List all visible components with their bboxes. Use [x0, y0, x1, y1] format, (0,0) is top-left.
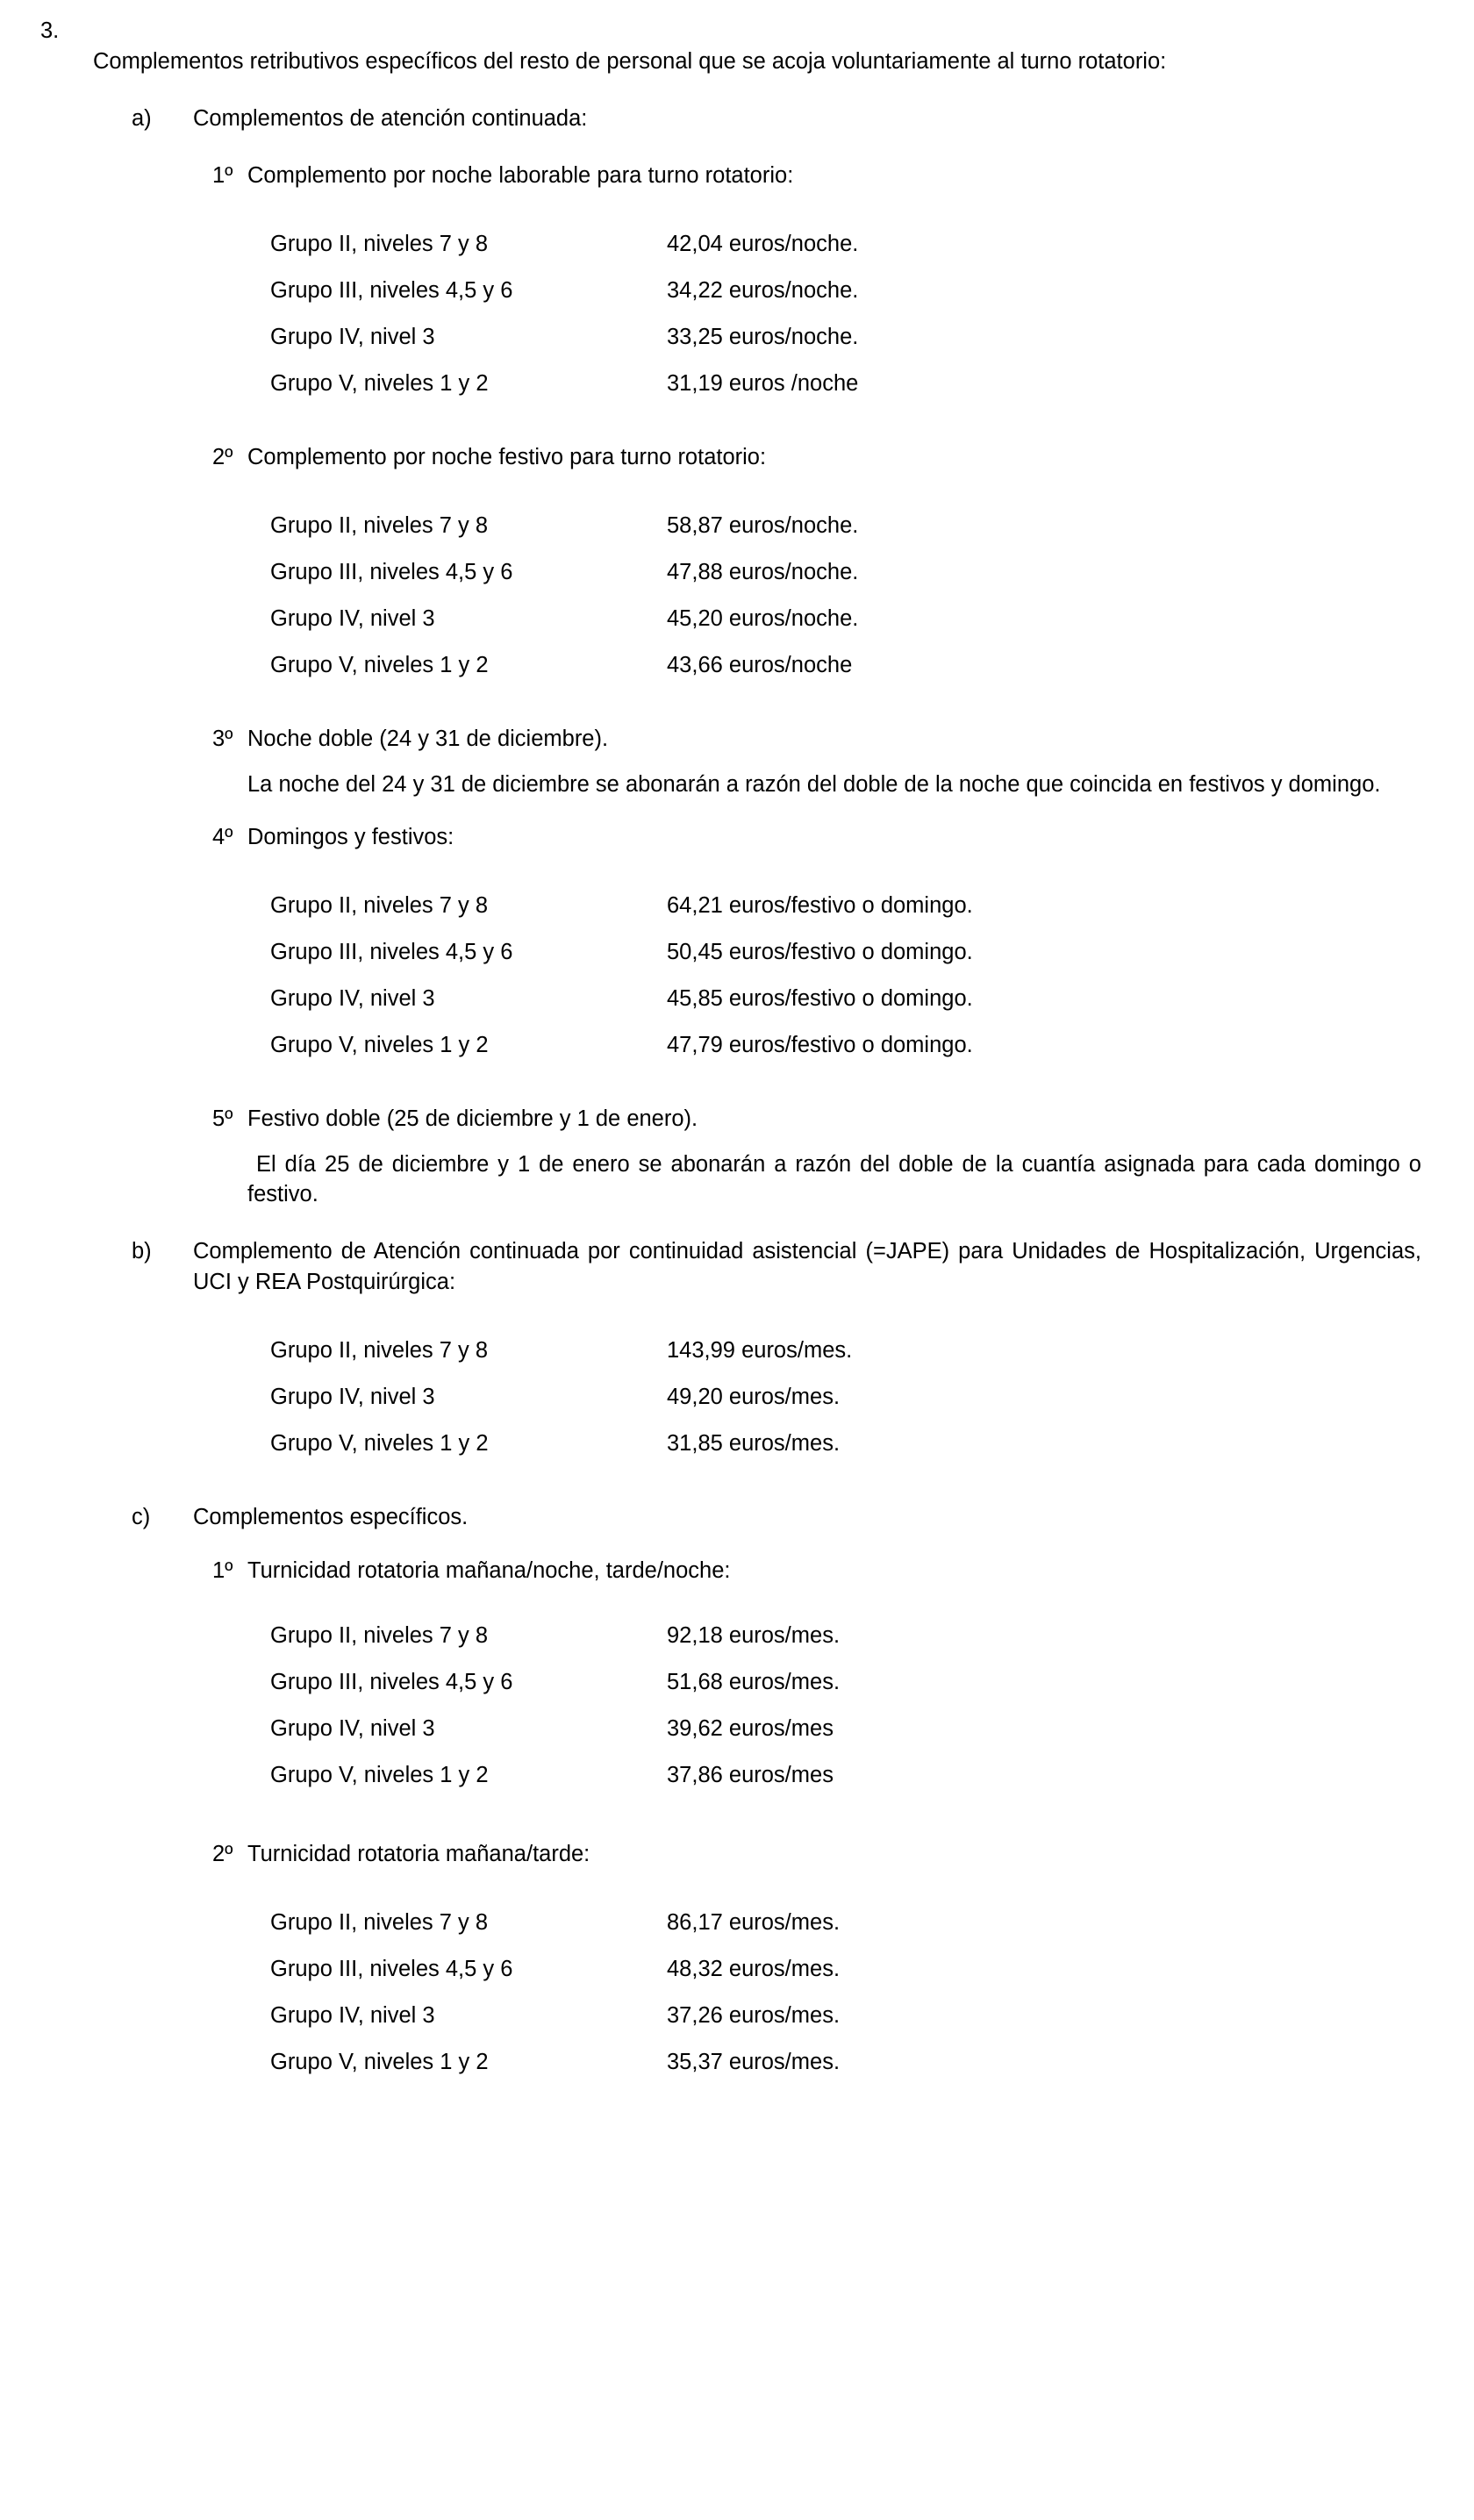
row-label: Grupo II, niveles 7 y 8 — [270, 1909, 489, 1935]
table-row — [270, 361, 858, 407]
item-a-3-marker: 3º — [212, 726, 233, 751]
row-value: 86,17 euros/mes. — [667, 1909, 841, 1935]
table-row — [270, 1328, 852, 1374]
table-row — [270, 1374, 852, 1421]
table-row — [270, 976, 973, 1022]
item-a-4-marker: 4º — [212, 825, 233, 850]
item-a-3-title: Noche doble (24 y 31 de diciembre). — [247, 726, 609, 751]
row-label: Grupo II, niveles 7 y 8 — [270, 512, 489, 538]
row-label: Grupo IV, nivel 3 — [270, 324, 435, 349]
item-c-marker: c) — [132, 1504, 151, 1529]
row-label: Grupo III, niveles 4,5 y 6 — [270, 1956, 513, 1981]
item-c — [132, 1502, 1421, 1533]
item-c-1 — [212, 1556, 1421, 1586]
row-label: Grupo IV, nivel 3 — [270, 1384, 435, 1409]
item-a-2 — [212, 442, 1421, 473]
row-value: 48,32 euros/mes. — [667, 1956, 841, 1981]
row-value: 50,45 euros/festivo o domingo. — [667, 940, 973, 965]
table-row — [270, 1900, 840, 1946]
table-a-4 — [270, 883, 973, 1069]
table-row — [270, 1706, 840, 1752]
table-row — [270, 503, 858, 549]
row-label: Grupo IV, nivel 3 — [270, 605, 435, 631]
row-value: 42,04 euros/noche. — [667, 231, 859, 256]
row-label: Grupo IV, nivel 3 — [270, 2002, 435, 2028]
row-label: Grupo IV, nivel 3 — [270, 986, 435, 1012]
item-a-5-title: Festivo doble (25 de diciembre y 1 de enero). — [247, 1106, 698, 1132]
table-b — [270, 1328, 852, 1467]
row-label: Grupo III, niveles 4,5 y 6 — [270, 1669, 513, 1694]
table-a-1 — [270, 221, 858, 407]
table-row — [270, 314, 858, 361]
item-c-2 — [212, 1839, 1421, 1870]
item-c-2-marker: 2º — [212, 1841, 233, 1866]
table-row — [270, 221, 858, 268]
table-a-2 — [270, 503, 858, 689]
item-a-1 — [212, 161, 1421, 191]
item-c-2-title: Turnicidad rotatoria mañana/tarde: — [247, 1841, 590, 1866]
table-row — [270, 1993, 840, 2039]
row-value: 64,21 euros/festivo o domingo. — [667, 893, 973, 919]
item-b-title: Complemento de Atención continuada por continuidad asistencial (=JAPE) para Unidades de Hospitalización, Urgencias, UCI y REA Postquirúrgica: — [193, 1239, 1421, 1295]
row-value: 34,22 euros/noche. — [667, 277, 859, 303]
table-row — [270, 1421, 852, 1467]
section-3-body: Complementos retributivos específicos del resto de personal que se acoja voluntariamente al turno rotatorio: — [93, 48, 1167, 74]
row-value: 43,66 euros/noche — [667, 652, 853, 677]
item-a-3 — [212, 724, 1421, 755]
row-value: 37,26 euros/mes. — [667, 2002, 841, 2028]
row-value: 58,87 euros/noche. — [667, 512, 859, 538]
row-label: Grupo IV, nivel 3 — [270, 1715, 435, 1741]
table-row — [270, 642, 858, 689]
table-row — [270, 1659, 840, 1706]
table-row — [270, 1022, 973, 1069]
table-row — [270, 596, 858, 642]
row-value: 31,19 euros /noche — [667, 370, 859, 396]
item-c-1-title: Turnicidad rotatoria mañana/noche, tarde/noche: — [247, 1557, 731, 1583]
table-row — [270, 929, 973, 976]
item-c-title: Complementos específicos. — [193, 1504, 469, 1529]
row-label: Grupo V, niveles 1 y 2 — [270, 370, 489, 396]
row-value: 45,85 euros/festivo o domingo. — [667, 986, 973, 1012]
row-value: 143,99 euros/mes. — [667, 1337, 853, 1363]
table-row — [270, 549, 858, 596]
table-c-1 — [270, 1613, 840, 1799]
table-row — [270, 2039, 840, 2086]
row-label: Grupo V, niveles 1 y 2 — [270, 2049, 489, 2074]
item-c-1-marker: 1º — [212, 1557, 233, 1583]
row-label: Grupo II, niveles 7 y 8 — [270, 1622, 489, 1648]
row-value: 45,20 euros/noche. — [667, 605, 859, 631]
row-value: 33,25 euros/noche. — [667, 324, 859, 349]
table-row — [270, 883, 973, 929]
row-value: 47,88 euros/noche. — [667, 559, 859, 584]
row-label: Grupo V, niveles 1 y 2 — [270, 1762, 489, 1787]
row-label: Grupo III, niveles 4,5 y 6 — [270, 559, 513, 584]
item-a-2-title: Complemento por noche festivo para turno rotatorio: — [247, 444, 767, 469]
row-label: Grupo II, niveles 7 y 8 — [270, 1337, 489, 1363]
row-value: 49,20 euros/mes. — [667, 1384, 841, 1409]
item-a-1-title: Complemento por noche laborable para turno rotatorio: — [247, 162, 794, 188]
item-a-5 — [212, 1104, 1421, 1135]
row-value: 37,86 euros/mes — [667, 1762, 834, 1787]
item-a-2-marker: 2º — [212, 444, 233, 469]
section-3-marker: 3. — [40, 18, 60, 43]
row-label: Grupo V, niveles 1 y 2 — [270, 652, 489, 677]
item-a-title: Complementos de atención continuada: — [193, 105, 588, 131]
row-value: 92,18 euros/mes. — [667, 1622, 841, 1648]
item-a-5-marker: 5º — [212, 1106, 233, 1132]
row-value: 39,62 euros/mes — [667, 1715, 834, 1741]
row-value: 31,85 euros/mes. — [667, 1430, 841, 1456]
row-label: Grupo III, niveles 4,5 y 6 — [270, 277, 513, 303]
item-a-4 — [212, 822, 1421, 853]
row-value: 47,79 euros/festivo o domingo. — [667, 1033, 973, 1058]
item-a-5-paragraph: El día 25 de diciembre y 1 de enero se abonarán a razón del doble de la cuantía asignada para cada domingo o festivo. — [247, 1152, 1421, 1207]
section-3 — [40, 16, 1421, 77]
item-a-1-marker: 1º — [212, 162, 233, 188]
table-row — [270, 1613, 840, 1659]
table-row — [270, 1752, 840, 1799]
row-label: Grupo II, niveles 7 y 8 — [270, 893, 489, 919]
section-3-text — [93, 16, 1421, 77]
row-label: Grupo II, niveles 7 y 8 — [270, 231, 489, 256]
table-row — [270, 1946, 840, 1993]
item-a-marker: a) — [132, 105, 152, 131]
item-b-marker: b) — [132, 1239, 152, 1264]
item-a — [132, 104, 1421, 134]
row-value: 35,37 euros/mes. — [667, 2049, 841, 2074]
row-label: Grupo V, niveles 1 y 2 — [270, 1033, 489, 1058]
item-a-3-paragraph: La noche del 24 y 31 de diciembre se abonarán a razón del doble de la noche que coincida en festivos y domingo. — [247, 771, 1381, 797]
item-a-4-title: Domingos y festivos: — [247, 825, 454, 850]
table-c-2 — [270, 1900, 840, 2086]
row-label: Grupo V, niveles 1 y 2 — [270, 1430, 489, 1456]
table-row — [270, 268, 858, 314]
row-value: 51,68 euros/mes. — [667, 1669, 841, 1694]
item-b — [132, 1236, 1421, 1298]
row-label: Grupo III, niveles 4,5 y 6 — [270, 940, 513, 965]
